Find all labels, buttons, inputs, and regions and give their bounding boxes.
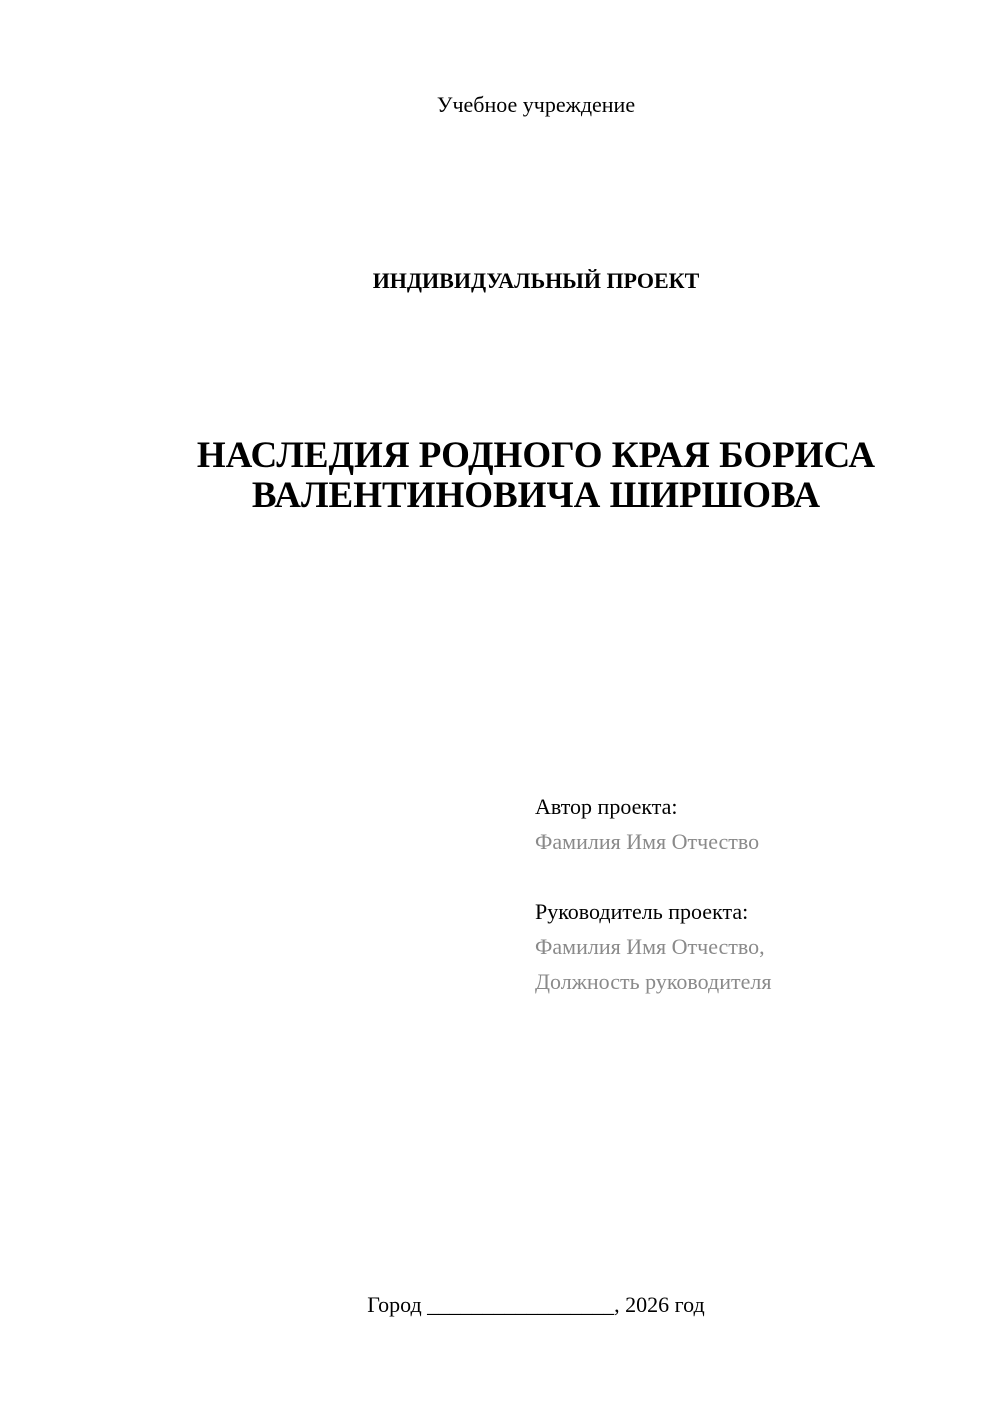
year-text: , 2026 год <box>614 1292 705 1317</box>
project-title-line-1: НАСЛЕДИЯ РОДНОГО КРАЯ БОРИСА <box>196 435 876 476</box>
footer-city-year <box>0 1291 1000 1319</box>
institution-name: Учебное учреждение <box>436 92 636 117</box>
author-name-placeholder: Фамилия Имя Отчество <box>535 829 760 854</box>
project-title <box>0 436 1000 516</box>
project-title-line-2: ВАЛЕНТИНОВИЧА ШИРШОВА <box>251 475 821 516</box>
supervisor-position-placeholder: Должность руководителя <box>535 969 772 994</box>
city-blank-line: _________________ <box>427 1292 615 1317</box>
supervisor-name-placeholder: Фамилия Имя Отчество, <box>535 934 765 959</box>
credits-block <box>535 789 975 999</box>
city-label: Город <box>367 1292 422 1317</box>
supervisor-label: Руководитель проекта: <box>535 899 749 924</box>
credits-spacer <box>535 859 975 894</box>
document-type-heading: ИНДИВИДУАЛЬНЫЙ ПРОЕКТ <box>372 268 700 293</box>
author-label: Автор проекта: <box>535 794 678 819</box>
